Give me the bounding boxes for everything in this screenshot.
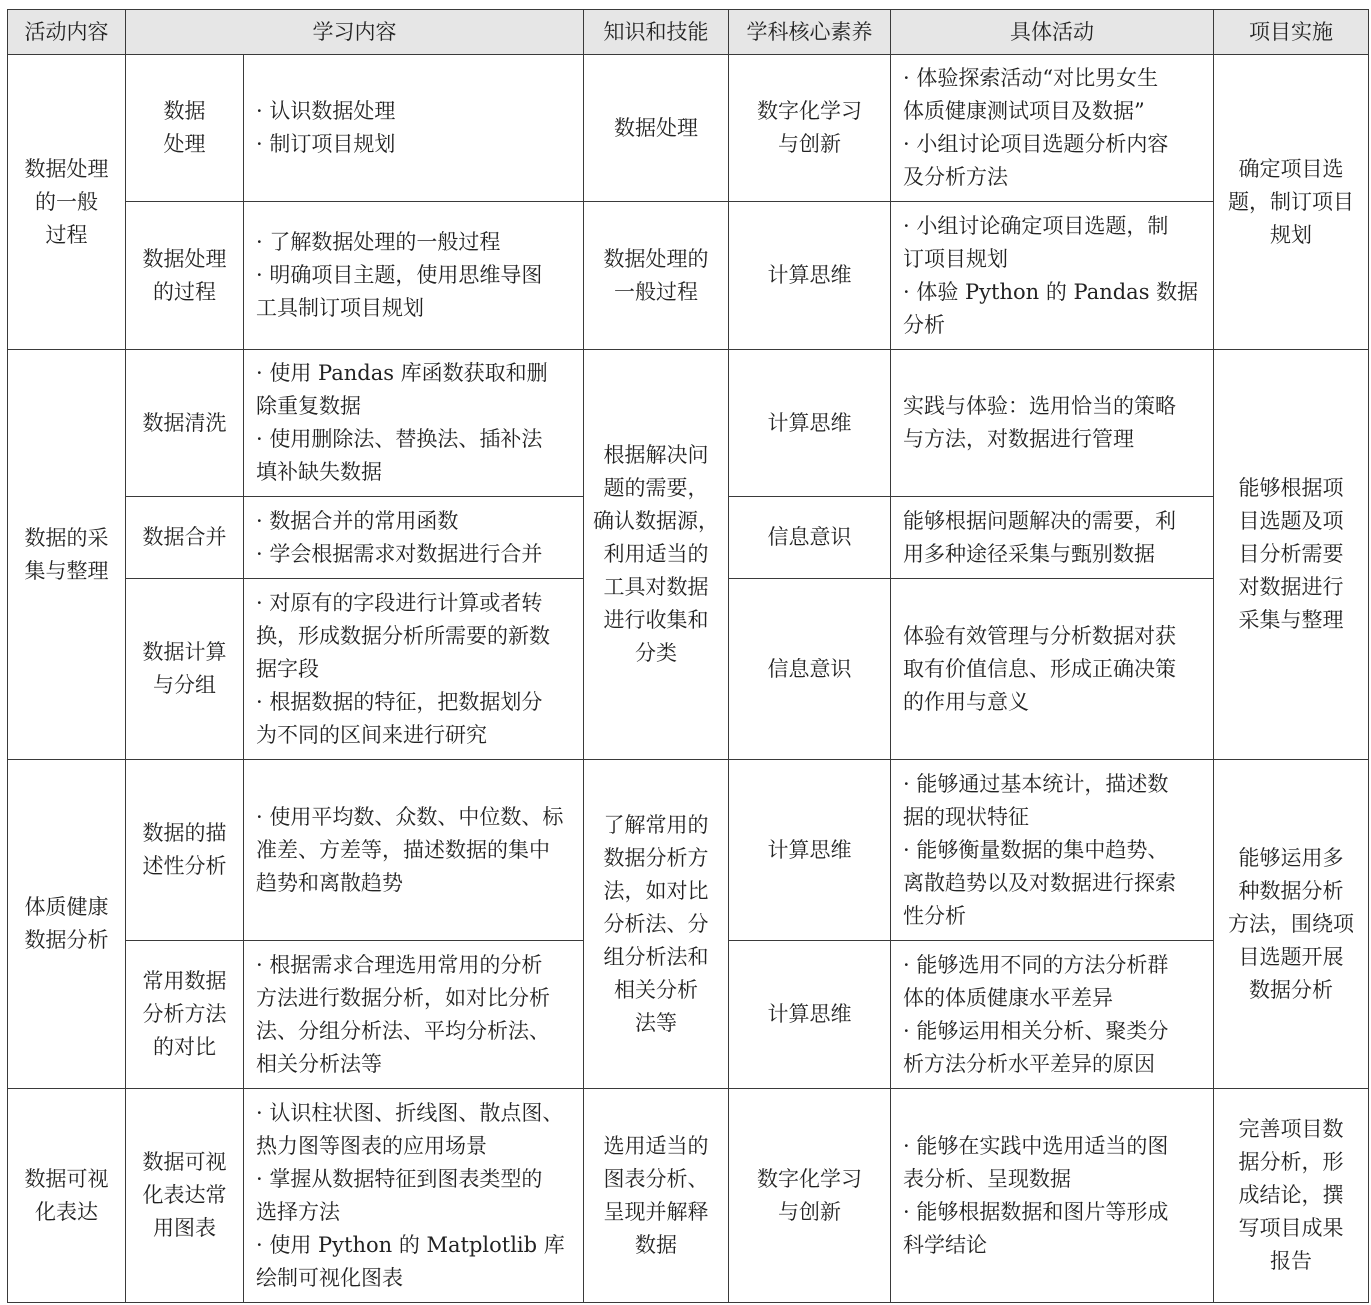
table-row xyxy=(8,55,1369,202)
cell-line: 法等 xyxy=(635,1010,677,1035)
learning-cell xyxy=(244,497,584,579)
cell-line: 根据解决问 xyxy=(603,443,709,467)
cell-line: 数据处理 xyxy=(142,246,227,271)
cell-line: · 使用删除法、替换法、插补法 xyxy=(256,427,543,451)
cell-line: 完善项目数 xyxy=(1238,1117,1344,1141)
implementation-cell xyxy=(1214,55,1369,350)
cell-line: 方法进行数据分析，如对比分析 xyxy=(256,985,550,1010)
cell-line: 信息意识 xyxy=(767,525,852,549)
cell-line: 目选题及项 xyxy=(1238,509,1344,533)
header-skills: 知识和技能 xyxy=(584,10,729,55)
cell-line: · 对原有的字段进行计算或者转 xyxy=(256,590,543,615)
cell-line: 数据处理 xyxy=(614,115,698,140)
cell-line: 与创新 xyxy=(778,132,841,156)
cell-line: · 根据数据的特征，把数据划分 xyxy=(256,689,543,714)
cell-line: 的一般 xyxy=(35,189,98,214)
cell-line: 了解常用的 xyxy=(603,812,709,837)
learning-cell xyxy=(244,1089,584,1303)
header-activities: 具体活动 xyxy=(891,10,1214,55)
cell-line: 计算思维 xyxy=(767,263,852,287)
cell-line: · 能够根据数据和图片等形成 xyxy=(903,1199,1169,1224)
cell-line: · 使用 Python 的 Matplotlib 库 xyxy=(256,1232,565,1257)
topic-cell xyxy=(126,497,244,579)
cell-line: 工具对数据 xyxy=(603,575,709,599)
cell-line: 能够运用多 xyxy=(1238,845,1344,870)
cell-line: 规划 xyxy=(1270,222,1312,247)
activity-cell xyxy=(8,55,126,350)
cell-line: 趋势和离散趋势 xyxy=(256,870,403,895)
cell-line: 分类 xyxy=(635,641,677,665)
cell-line: 计算思维 xyxy=(767,837,852,862)
cell-line: · 明确项目主题，使用思维导图 xyxy=(256,263,543,287)
learning-cell xyxy=(244,55,584,202)
cell-line: 数据处理 xyxy=(24,156,109,181)
skills-cell xyxy=(584,760,729,1089)
cell-line: 对数据进行 xyxy=(1238,575,1344,599)
literacy-cell xyxy=(729,941,891,1089)
cell-line: 分析方法 xyxy=(142,1002,227,1026)
literacy-cell xyxy=(729,55,891,202)
cell-line: · 了解数据处理的一般过程 xyxy=(256,230,501,254)
cell-line: 组分析法和 xyxy=(603,944,709,969)
cell-line: 与方法，对数据进行管理 xyxy=(903,427,1134,451)
cell-line: · 能够运用相关分析、聚类分 xyxy=(903,1018,1169,1043)
cell-line: 选用适当的 xyxy=(603,1133,709,1158)
cell-line: 数字化学习 xyxy=(757,99,862,123)
cell-line: 常用数据 xyxy=(142,969,227,993)
activities-cell xyxy=(891,350,1214,497)
cell-line: · 能够在实践中选用适当的图 xyxy=(903,1133,1169,1158)
cell-line: 确定项目选 xyxy=(1238,156,1344,181)
topic-cell xyxy=(126,941,244,1089)
cell-line: 的过程 xyxy=(153,279,216,304)
cell-line: 处理 xyxy=(163,132,206,156)
cell-line: 采集与整理 xyxy=(1238,608,1344,632)
cell-line: 法，如对比 xyxy=(603,878,709,903)
implementation-cell xyxy=(1214,1089,1369,1303)
cell-line: 述性分析 xyxy=(142,854,227,878)
learning-cell xyxy=(244,941,584,1089)
cell-line: 科学结论 xyxy=(903,1232,987,1257)
skills-cell xyxy=(584,55,729,202)
activity-cell xyxy=(8,1089,126,1303)
cell-line: · 小组讨论确定项目选题，制 xyxy=(903,213,1169,238)
cell-line: 据分析，形 xyxy=(1238,1150,1344,1174)
cell-line: 数据分析 xyxy=(1249,977,1333,1002)
cell-line: 相关分析 xyxy=(614,977,698,1002)
cell-line: 与创新 xyxy=(778,1199,841,1224)
header-activity: 活动内容 xyxy=(8,10,126,55)
cell-line: · 能够衡量数据的集中趋势、 xyxy=(903,837,1169,862)
cell-line: 的作用与意义 xyxy=(903,689,1029,714)
cell-line: 能够根据问题解决的需要，利 xyxy=(903,508,1176,533)
cell-line: 用图表 xyxy=(153,1216,216,1240)
skills-cell xyxy=(584,202,729,350)
table-row xyxy=(8,1089,1369,1303)
cell-line: 取有价值信息、形成正确决策 xyxy=(903,656,1176,681)
cell-line: 确认数据源， xyxy=(593,509,719,533)
cell-line: · 制订项目规划 xyxy=(256,132,396,156)
cell-line: 题，制订项目 xyxy=(1228,189,1354,214)
skills-cell xyxy=(584,1089,729,1303)
cell-line: · 学会根据需求对数据进行合并 xyxy=(256,541,543,566)
cell-line: 数字化学习 xyxy=(757,1166,862,1191)
cell-line: · 使用 Pandas 库函数获取和删 xyxy=(256,361,548,385)
cell-line: 填补缺失数据 xyxy=(256,460,382,484)
literacy-cell xyxy=(729,1089,891,1303)
cell-line: 数据计算 xyxy=(142,640,227,664)
cell-line: 绘制可视化图表 xyxy=(256,1265,403,1290)
cell-line: · 使用平均数、众数、中位数、标 xyxy=(256,804,564,829)
cell-line: 相关分析法等 xyxy=(256,1051,382,1076)
literacy-cell xyxy=(729,760,891,941)
cell-line: 计算思维 xyxy=(767,1002,852,1026)
skills-cell xyxy=(584,350,729,760)
cell-line: 数据的描 xyxy=(142,821,227,845)
activities-cell xyxy=(891,1089,1214,1303)
activities-cell xyxy=(891,202,1214,350)
cell-line: 图表分析、 xyxy=(603,1166,709,1191)
cell-line: 据字段 xyxy=(256,656,319,681)
cell-line: · 认识数据处理 xyxy=(256,99,396,123)
cell-line: 化表达 xyxy=(35,1199,98,1224)
cell-line: 数据合并 xyxy=(142,525,227,549)
cell-line: 数据的采 xyxy=(24,525,109,550)
header-literacy: 学科核心素养 xyxy=(729,10,891,55)
learning-cell xyxy=(244,760,584,941)
cell-line: 实践与体验：选用恰当的策略 xyxy=(903,394,1176,418)
cell-line: · 体验探索活动“对比男女生 xyxy=(903,66,1159,90)
cell-line: 离散趋势以及对数据进行探索 xyxy=(903,870,1176,895)
implementation-cell xyxy=(1214,760,1369,1089)
cell-line: 过程 xyxy=(45,222,88,247)
cell-line: 订项目规划 xyxy=(903,246,1008,271)
cell-line: 分析 xyxy=(903,312,945,337)
curriculum-table xyxy=(7,9,1369,1303)
cell-line: 数据 xyxy=(163,99,206,123)
cell-line: 工具制订项目规划 xyxy=(256,296,424,320)
header-learning: 学习内容 xyxy=(126,10,584,55)
cell-line: 换，形成数据分析所需要的新数 xyxy=(256,623,550,648)
cell-line: 体的体质健康水平差异 xyxy=(903,985,1113,1010)
cell-line: 数据可视 xyxy=(142,1150,227,1174)
cell-line: 方法，围绕项 xyxy=(1228,911,1354,936)
cell-line: 一般过程 xyxy=(614,279,698,304)
activities-cell xyxy=(891,579,1214,760)
cell-line: 性分析 xyxy=(903,903,966,928)
table-row xyxy=(8,350,1369,497)
cell-line: 信息意识 xyxy=(767,656,852,681)
cell-line: · 能够通过基本统计，描述数 xyxy=(903,771,1169,796)
table-row xyxy=(8,760,1369,941)
cell-line: 目分析需要 xyxy=(1238,542,1344,566)
topic-cell xyxy=(126,760,244,941)
cell-line: 化表达常 xyxy=(142,1183,227,1207)
literacy-cell xyxy=(729,350,891,497)
activities-cell xyxy=(891,760,1214,941)
cell-line: 数据处理的 xyxy=(603,246,709,271)
cell-line: 据的现状特征 xyxy=(903,804,1029,829)
cell-line: 与分组 xyxy=(153,673,216,697)
topic-cell xyxy=(126,202,244,350)
cell-line: 为不同的区间来进行研究 xyxy=(256,722,487,747)
cell-line: · 能够选用不同的方法分析群 xyxy=(903,952,1169,977)
table-row xyxy=(8,202,1369,350)
learning-cell xyxy=(244,350,584,497)
cell-line: · 认识柱状图、折线图、散点图、 xyxy=(256,1100,564,1125)
cell-line: 数据分析 xyxy=(24,928,109,952)
cell-line: 写项目成果 xyxy=(1238,1216,1344,1240)
cell-line: · 小组讨论项目选题分析内容 xyxy=(903,132,1169,156)
literacy-cell xyxy=(729,202,891,350)
literacy-cell xyxy=(729,497,891,579)
activities-cell xyxy=(891,497,1214,579)
cell-line: 进行收集和 xyxy=(603,608,709,632)
header-row xyxy=(8,10,1369,55)
cell-line: 热力图等图表的应用场景 xyxy=(256,1133,487,1158)
literacy-cell xyxy=(729,579,891,760)
cell-line: 及分析方法 xyxy=(903,165,1008,189)
cell-line: 目选题开展 xyxy=(1238,944,1344,969)
cell-line: 体验有效管理与分析数据对获 xyxy=(903,623,1176,648)
cell-line: 的对比 xyxy=(153,1035,216,1059)
cell-line: 集与整理 xyxy=(24,558,109,583)
implementation-cell xyxy=(1214,350,1369,760)
cell-line: 数据分析方 xyxy=(603,845,709,870)
cell-line: 体质健康测试项目及数据” xyxy=(903,99,1145,123)
cell-line: 准差、方差等，描述数据的集中 xyxy=(256,837,550,862)
cell-line: 成结论，撰 xyxy=(1238,1183,1344,1207)
topic-cell xyxy=(126,579,244,760)
cell-line: 用多种途径采集与甄别数据 xyxy=(903,541,1155,566)
cell-line: · 体验 Python 的 Pandas 数据 xyxy=(903,279,1199,304)
activities-cell xyxy=(891,55,1214,202)
cell-line: 表分析、呈现数据 xyxy=(903,1166,1071,1191)
cell-line: 数据 xyxy=(635,1232,677,1257)
topic-cell xyxy=(126,1089,244,1303)
cell-line: · 掌握从数据特征到图表类型的 xyxy=(256,1166,543,1191)
activity-cell xyxy=(8,760,126,1089)
cell-line: 呈现并解释 xyxy=(603,1199,709,1224)
cell-line: 体质健康 xyxy=(24,895,109,919)
cell-line: 选择方法 xyxy=(256,1199,340,1224)
learning-cell xyxy=(244,579,584,760)
cell-line: 种数据分析 xyxy=(1238,878,1344,903)
topic-cell xyxy=(126,55,244,202)
cell-line: 析方法分析水平差异的原因 xyxy=(903,1051,1155,1076)
learning-cell xyxy=(244,202,584,350)
cell-line: 法、分组分析法、平均分析法、 xyxy=(256,1018,550,1043)
cell-line: · 数据合并的常用函数 xyxy=(256,508,459,533)
cell-line: 数据可视 xyxy=(24,1166,109,1191)
cell-line: 数据清洗 xyxy=(142,410,227,435)
cell-line: 分析法、分 xyxy=(603,911,709,936)
cell-line: 除重复数据 xyxy=(256,394,361,418)
topic-cell xyxy=(126,350,244,497)
activity-cell xyxy=(8,350,126,760)
activities-cell xyxy=(891,941,1214,1089)
header-implementation: 项目实施 xyxy=(1214,10,1369,55)
cell-line: 报告 xyxy=(1270,1249,1312,1273)
cell-line: 计算思维 xyxy=(767,410,852,435)
cell-line: 能够根据项 xyxy=(1238,476,1344,500)
cell-line: · 根据需求合理选用常用的分析 xyxy=(256,952,543,977)
cell-line: 题的需要， xyxy=(603,476,709,500)
cell-line: 利用适当的 xyxy=(603,542,709,566)
